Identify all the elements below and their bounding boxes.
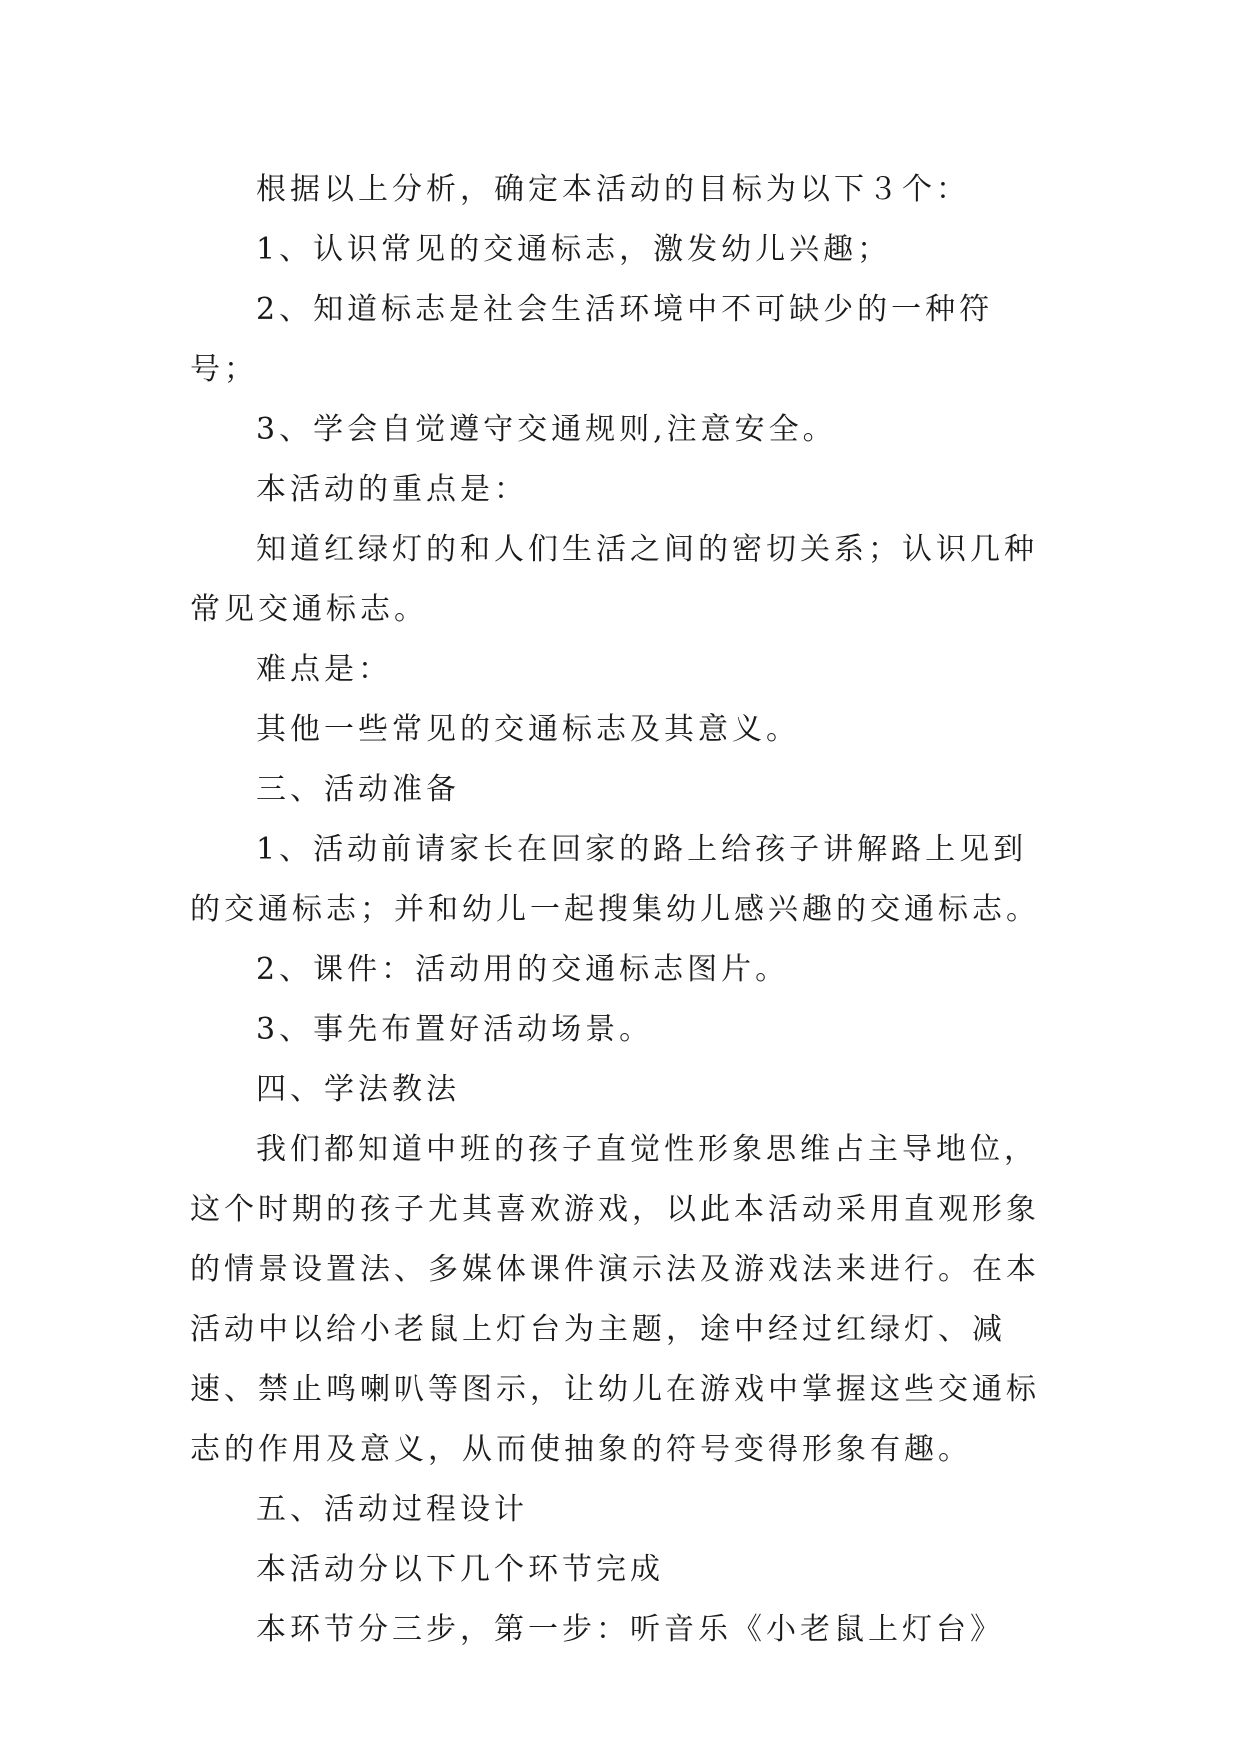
paragraph-key-point-heading: 本活动的重点是： (256, 472, 528, 507)
paragraph-preparation-3: 3、事先布置好活动场景。 (256, 1012, 654, 1047)
section-heading-process: 五、活动过程设计 (256, 1492, 528, 1527)
paragraph-goal-1: 1、认识常见的交通标志，激发幼儿兴趣； (256, 232, 892, 267)
paragraph-methods: 我们都知道中班的孩子直觉性形象思维占主导地位，这个时期的孩子尤其喜欢游戏，以此本活动采用直观形象的情景设置法、多媒体课件演示法及游戏法来进行。在本活动中以给小老鼠上灯台为主题，途中经过红绿灯、减速、禁止鸣喇叭等图示，让幼儿在游戏中掌握这些交通标志的作用及意义，从而使抽象的符号变得形象有趣。 (190, 1132, 1040, 1467)
document-body (190, 160, 1050, 1660)
paragraph-difficulty: 其他一些常见的交通标志及其意义。 (256, 712, 800, 747)
paragraph-key-point: 知道红绿灯的和人们生活之间的密切关系；认识几种常见交通标志。 (190, 532, 1038, 627)
paragraph-preparation-2: 2、课件：活动用的交通标志图片。 (256, 952, 790, 987)
section-heading-methods: 四、学法教法 (256, 1072, 460, 1107)
paragraph-process-step: 本环节分三步，第一步：听音乐《小老鼠上灯台》 (256, 1612, 1004, 1647)
paragraph-goal-3: 3、学会自觉遵守交通规则,注意安全。 (256, 412, 837, 447)
paragraph-difficulty-heading: 难点是： (256, 652, 392, 687)
paragraph-process-intro: 本活动分以下几个环节完成 (256, 1552, 664, 1587)
paragraph-preparation-1: 1、活动前请家长在回家的路上给孩子讲解路上见到的交通标志；并和幼儿一起搜集幼儿感兴趣的交通标志。 (190, 832, 1040, 927)
paragraph-goals-intro: 根据以上分析，确定本活动的目标为以下３个： (256, 172, 970, 207)
section-heading-preparation: 三、活动准备 (256, 772, 460, 807)
paragraph-goal-2: 2、知道标志是社会生活环境中不可缺少的一种符号； (190, 292, 994, 387)
